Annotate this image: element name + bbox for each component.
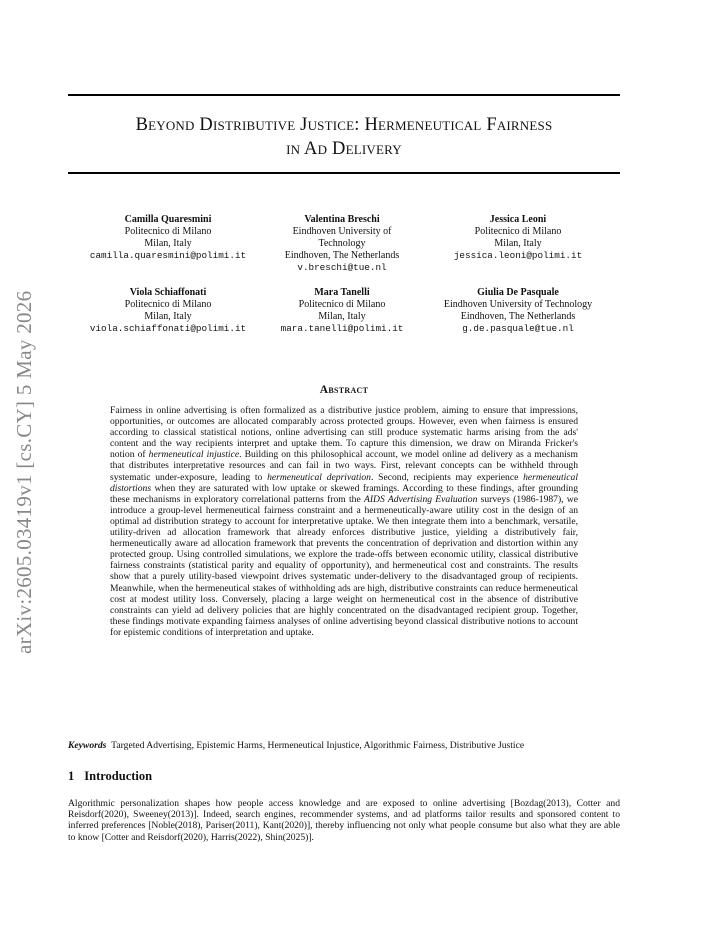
keywords-label: Keywords — [68, 740, 107, 751]
author-email[interactable]: v.breschi@tue.nl — [297, 262, 387, 273]
author-block — [416, 214, 620, 274]
author-affiliation: Eindhoven University of Technology — [292, 226, 392, 249]
author-location: Eindhoven, The Netherlands — [284, 250, 400, 261]
author-name: Viola Schiaffonati — [129, 287, 207, 298]
author-affiliation: Politecnico di Milano — [298, 299, 386, 310]
intro-paragraph: Algorithmic personalization shapes how people access knowledge and are exposed to online advertising [Bozdag(2013), Cotter and Reisdorf(2020), Sweeney(2013)]. Indeed, search engines, recommender systems, and ad platforms tailor results and sponsored content to inferred preferences [Noble(2018), Pariser(2011), Kant(2020)], thereby influencing not only what people consume but also what they are able to know [Cotter and Reisdorf(2020), Harris(2022), Shin(2025)]. — [68, 798, 620, 843]
keywords-line — [68, 740, 628, 752]
author-block — [416, 287, 620, 335]
author-block — [68, 287, 268, 335]
abstract-emphasis: hermeneutical deprivation — [267, 471, 371, 483]
author-block — [68, 214, 268, 274]
authors-row-1 — [68, 214, 620, 274]
author-email[interactable]: mara.tanelli@polimi.it — [280, 323, 404, 334]
abstract-text: Fairness in online advertising is often formalized as a distributive justice problem, aiming to ensure that impressions, opportunities, or outcomes are allocated comparably across protected groups. However, even when fairness is ensured according to classical statistical notions, online advertising can still produce systematic harms arising from the ads' content and the way recipients interpret and uptake them. To capture this dimension, we draw on Miranda Fricker's notion of — [110, 405, 578, 461]
author-email[interactable]: viola.schiaffonati@polimi.it — [89, 323, 247, 334]
abstract-text: when they are saturated with low uptake or skewed framings. According to these findings, after grounding these mechanisms in exploratory correlational patterns from the — [110, 482, 578, 505]
abstract-heading: Abstract — [319, 384, 369, 396]
title-line-1: Beyond Distributive Justice: Hermeneutical Fairness — [135, 115, 553, 135]
abstract-emphasis: hermeneutical distortions — [110, 471, 579, 494]
authors-row-2 — [68, 287, 620, 335]
arxiv-identifier: arXiv:2605.03419v1 [cs.CY] 5 May 2026 — [12, 290, 36, 654]
abstract-body — [110, 405, 578, 638]
author-location: Milan, Italy — [144, 311, 192, 322]
author-name: Camilla Quaresmini — [124, 214, 212, 225]
title-rule-top — [68, 94, 620, 96]
title-line-2: in Ad Delivery — [286, 139, 402, 159]
section-number: 1 — [68, 769, 75, 783]
author-location: Milan, Italy — [494, 238, 542, 249]
author-name: Giulia De Pasquale — [477, 287, 559, 298]
author-name: Jessica Leoni — [489, 214, 547, 225]
abstract-text: surveys (1986-1987), we introduce a group-level hermeneutical fairness constraint and a hermeneutically-aware utility cost in the design of an optimal ad distribution strategy to account for interpretative uptake. We then integrate them into a benchmark, versatile, utility-driven ad allocation framework that already enforces distributive justice, yielding a distributively fair, hermeneutically aware ad allocation framework that prevents the concentration of deprivation and distortion within any protected group. Using controlled simulations, we explore the trade-offs between economic utility, classical distributive fairness constraints (statistical parity and equality of opportunity), and hermeneutical cost and constraints. The results show that a purely utility-based viewpoint drives systematic under-delivery to the disadvantaged group of recipients. Meanwhile, when the hermeneutical stakes of withholding ads are high, distributive constraints can reduce hermeneutical cost at modest utility loss. Conversely, placing a large weight on hermeneutical cost in the absence of distributive constraints can yield ad delivery policies that are highly concentrated on the disadvantaged recipient group. Together, these findings motivate expanding fairness analyses of online advertising beyond classical distributive notions to account for epistemic conditions of interpretation and uptake. — [110, 493, 578, 638]
author-location: Milan, Italy — [144, 238, 192, 249]
author-location: Eindhoven, The Netherlands — [460, 311, 576, 322]
keywords-text: Targeted Advertising, Epistemic Harms, Hermeneutical Injustice, Algorithmic Fairness, Distributive Justice — [111, 740, 525, 751]
author-email[interactable]: jessica.leoni@polimi.it — [453, 250, 583, 261]
abstract-emphasis: AIDS Advertising Evaluation — [363, 493, 478, 505]
author-block — [268, 214, 416, 274]
author-affiliation: Politecnico di Milano — [124, 226, 212, 237]
author-email[interactable]: camilla.quaresmini@polimi.it — [89, 250, 247, 261]
author-name: Valentina Breschi — [304, 214, 380, 225]
author-block — [268, 287, 416, 335]
author-affiliation: Eindhoven University of Technology — [443, 299, 593, 310]
author-name: Mara Tanelli — [314, 287, 370, 298]
paper-title — [68, 113, 620, 161]
section-title: Introduction — [84, 769, 153, 783]
section-heading — [68, 769, 152, 784]
author-location: Milan, Italy — [318, 311, 366, 322]
author-affiliation: Politecnico di Milano — [474, 226, 562, 237]
author-affiliation: Politecnico di Milano — [124, 299, 212, 310]
abstract-emphasis: hermeneutical injustice — [148, 449, 240, 461]
author-email[interactable]: g.de.pasquale@tue.nl — [462, 323, 574, 334]
title-rule-bottom — [68, 172, 620, 174]
abstract-text: . Second, recipients may experience — [370, 471, 524, 483]
abstract-text: . Building on this philosophical account, we model online ad delivery as a mechanism that distributes interpretative resources and can fail in two ways. First, relevant concepts can be withheld through systematic under-exposure, leading to — [110, 449, 578, 483]
